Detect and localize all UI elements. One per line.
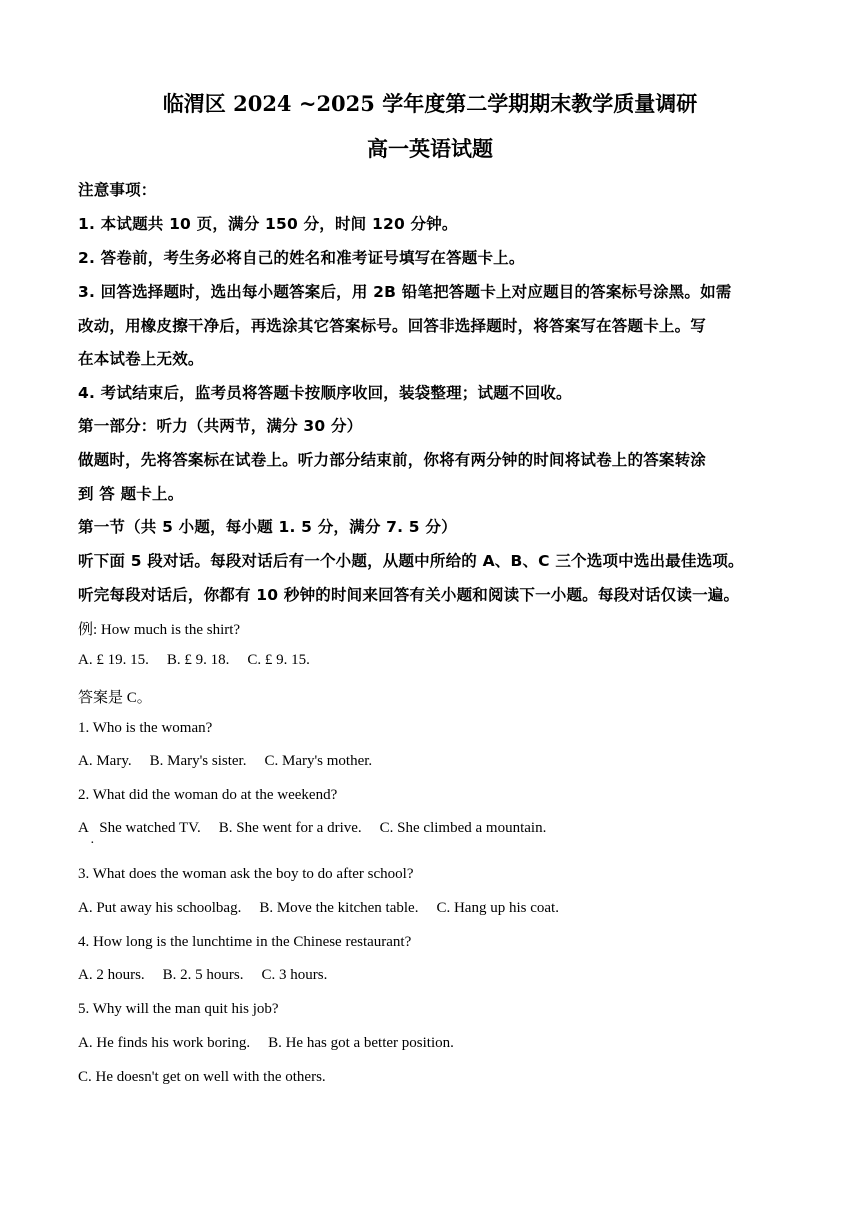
question-3-options [78, 900, 577, 917]
section1-instruction: 听下面 5 段对话。每段对话后有一个小题，从题中所给的 A、B、C 三个选项中选出最佳选项。 [78, 552, 744, 570]
option: A. Mary. [78, 753, 132, 769]
part1-heading: 第一部分：听力（共两节，满分 30 分） [78, 417, 363, 435]
question-2: 2. What did the woman do at the weekend? [78, 787, 338, 803]
option: A. Put away his schoolbag. [78, 900, 242, 916]
question-5-options [78, 1035, 472, 1052]
option: C. 3 hours. [261, 967, 328, 983]
exam-subtitle: 高一英语试题 [367, 136, 493, 161]
part1-instruction: 到 答 题卡上。 [78, 485, 184, 503]
option: A. £ 19. 15. [78, 652, 149, 668]
option: B. She went for a drive. [218, 820, 362, 836]
notice-item: 3. 回答选择题时，选出每小题答案后，用 2B 铅笔把答题卡上对应题目的答案标号涂黑。如需 [78, 283, 732, 301]
question-2-options [78, 820, 564, 837]
option: B. Move the kitchen table. [259, 900, 419, 916]
part1-instruction: 做题时，先将答案标在试卷上。听力部分结束前，你将有两分钟的时间将试卷上的答案转涂 [78, 451, 707, 469]
option: A. 2 hours. [78, 967, 145, 983]
option: B. He has got a better position. [268, 1035, 454, 1051]
question-4-options [78, 967, 345, 984]
stray-dot: · [90, 836, 95, 851]
notice-heading: 注意事项： [78, 181, 157, 199]
notice-item: 改动，用橡皮擦干净后，再选涂其它答案标号。回答非选择题时，将答案写在答题卡上。写 [78, 317, 707, 335]
option: C. Mary's mother. [264, 753, 373, 769]
option: C. She climbed a mountain. [379, 820, 547, 836]
question-3: 3. What does the woman ask the boy to do after school? [78, 866, 414, 882]
example-question: 例: How much is the shirt? [78, 622, 241, 638]
option: B. Mary's sister. [149, 753, 247, 769]
section1-heading: 第一节（共 5 小题，每小题 1. 5 分，满分 7. 5 分） [78, 518, 457, 536]
option: B. 2. 5 hours. [162, 967, 244, 983]
notice-item: 4. 考试结束后，监考员将答题卡按顺序收回，装袋整理；试题不回收。 [78, 384, 572, 402]
question-5: 5. Why will the man quit his job? [78, 1001, 279, 1017]
question-4: 4. How long is the lunchtime in the Chinese restaurant? [78, 934, 412, 950]
notice-item: 1. 本试题共 10 页，满分 150 分，时间 120 分钟。 [78, 215, 458, 233]
question-1-options [78, 753, 390, 770]
option: C. Hang up his coat. [436, 900, 559, 916]
question-5-option-c: C. He doesn't get on well with the others. [78, 1069, 326, 1085]
option: A. He finds his work boring. [78, 1035, 251, 1051]
exam-title: 临渭区 2024 ~2025 学年度第二学期期末教学质量调研 [162, 91, 698, 116]
option: B. £ 9. 18. [166, 652, 230, 668]
option: C. £ 9. 15. [247, 652, 310, 668]
section1-instruction: 听完每段对话后，你都有 10 秒钟的时间来回答有关小题和阅读下一小题。每段对话仅读一遍。 [78, 586, 740, 604]
option: A She watched TV. [78, 820, 201, 836]
example-answer: 答案是 C。 [78, 690, 152, 706]
example-options [78, 652, 328, 669]
notice-item: 在本试卷上无效。 [78, 350, 204, 368]
question-1: 1. Who is the woman? [78, 720, 213, 736]
notice-item: 2. 答卷前，考生务必将自己的姓名和准考证号填写在答题卡上。 [78, 249, 525, 267]
